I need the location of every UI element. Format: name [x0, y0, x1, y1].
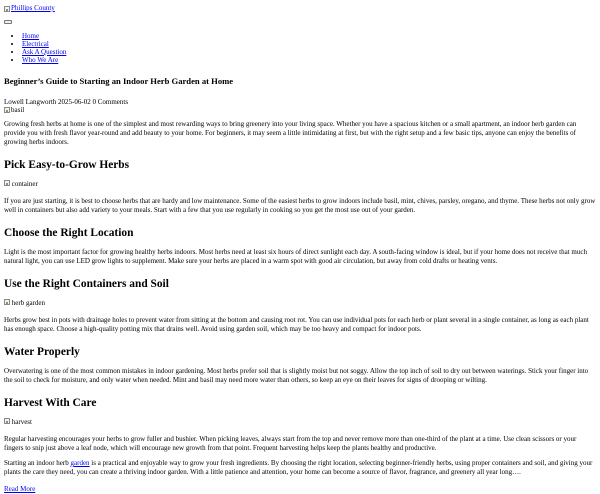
hero-image: [4, 106, 24, 115]
section-heading: Water Properly: [4, 346, 596, 359]
broken-image-icon: [4, 180, 10, 186]
section-image: [4, 418, 596, 427]
section-text: Regular harvesting encourages your herbs to grow fuller and bushier. When picking leaves, always start from the top and never remove more than one-third of the plant at a time. Use clean scissors or your fingers to snip just above a leaf node, which will encourage new growth from that point. Frequent harvesting helps keep the plants healthy and productive.: [4, 435, 596, 453]
section-image-alt: container: [12, 180, 38, 188]
nav-link-who-we-are[interactable]: Who We Are: [22, 56, 58, 64]
post-closing: [4, 459, 596, 477]
post-author: Lowell Langworth: [4, 98, 56, 106]
nav-link-electrical[interactable]: Electrical: [22, 40, 49, 48]
post-title: Beginner’s Guide to Starting an Indoor Herb Garden at Home: [4, 76, 596, 86]
garden-link[interactable]: garden: [71, 459, 90, 467]
nav-link-home[interactable]: Home: [22, 32, 39, 40]
post-comments-count: 0 Comments: [92, 98, 128, 106]
section-heading: Pick Easy-to-Grow Herbs: [4, 159, 596, 172]
broken-image-icon: [4, 299, 10, 305]
section-image-alt: herb garden: [12, 299, 45, 307]
section-heading: Choose the Right Location: [4, 227, 596, 240]
section-heading: Harvest With Care: [4, 397, 596, 410]
main-nav: [4, 32, 596, 64]
broken-image-icon: [4, 6, 10, 12]
nav-item-ask-a-question: [22, 48, 596, 56]
closing-text-end: is a practical and enjoyable way to grow your fresh ingredients. By choosing the right location, selecting beginner-friendly herbs, using proper containers and soil, and giving your plants the care they need, you can create a thriving indoor garden. With a little patience and attention, your home can become a source of flavor, fragrance, and greenery all year long….: [4, 459, 592, 476]
site-logo-alt: Phillips County: [11, 4, 55, 13]
section-text: Light is the most important factor for growing healthy herbs indoors. Most herbs need at least six hours of direct sunlight each day. A south-facing window is ideal, but if your home does not receive that much natural light, you can use LED grow lights to supplement. Make sure your herbs are placed in a warm spot with good air circulation, but away from cold drafts or heating vents.: [4, 248, 596, 266]
section-text: If you are just starting, it is best to choose herbs that are hardy and low maintenance. Some of the easiest herbs to grow indoors include basil, mint, chives, parsley, oregano, and thyme. These herbs not only grow well in containers but also add variety to your meals. Start with a few that you use regularly in cooking so you get the most use out of your garden.: [4, 197, 596, 215]
section-image: [4, 180, 596, 189]
closing-text-start: Starting an indoor herb: [4, 459, 71, 467]
nav-item-electrical: [22, 40, 596, 48]
site-header: [4, 4, 596, 64]
section-image-alt: harvest: [12, 418, 32, 426]
nav-item-who-we-are: [22, 56, 596, 64]
hero-image-alt: basil: [11, 106, 24, 115]
nav-item-home: [22, 32, 596, 40]
site-logo-link[interactable]: [4, 4, 55, 13]
section-text: Overwatering is one of the most common mistakes in indoor gardening. Most herbs prefer soil that is slightly moist but not soggy. Allow the top inch of soil to dry out between waterings. Stick your finger into the soil to check for moisture, and only water when needed. Mint and basil may need more water than others, so keep an eye on their leaves for signs of drooping or wilting.: [4, 367, 596, 385]
read-more-link[interactable]: Read More: [4, 485, 596, 494]
post-date: 2025-06-02: [58, 98, 91, 106]
broken-image-icon: [4, 418, 10, 424]
post-meta: [4, 98, 596, 106]
post-intro: Growing fresh herbs at home is one of the simplest and most rewarding ways to bring greenery into your living space. Whether you have a spacious kitchen or a small apartment, an indoor herb garden can provide you with fresh flavor year-round and add beauty to your home. For beginners, it may seem a little intimidating at first, but with the right setup and a few basic tips, anyone can enjoy the benefits of growing herbs indoors.: [4, 120, 596, 147]
section-heading: Use the Right Containers and Soil: [4, 278, 596, 291]
section-image: [4, 299, 596, 308]
post-article: [4, 76, 596, 494]
menu-toggle-button[interactable]: [4, 20, 12, 24]
nav-link-ask-a-question[interactable]: Ask A Question: [22, 48, 66, 56]
broken-image-icon: [4, 107, 10, 113]
section-text: Herbs grow best in pots with drainage holes to prevent water from sitting at the bottom and causing root rot. You can use individual pots for each herb or plant several in a single container, as long as each plant has enough space. Choose a high-quality potting mix that drains well. Avoid using garden soil, which may be too heavy and compact for indoor pots.: [4, 316, 596, 334]
